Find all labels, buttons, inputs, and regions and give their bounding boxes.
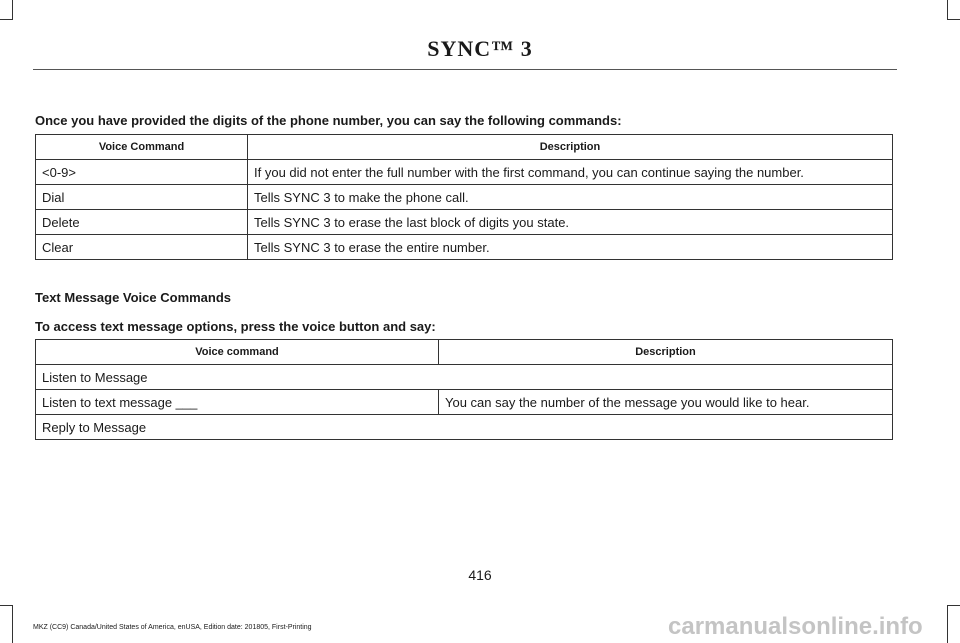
crop-mark bbox=[947, 0, 948, 20]
crop-mark bbox=[12, 0, 13, 20]
description-cell: You can say the number of the message you would like to hear. bbox=[439, 390, 893, 415]
table-row bbox=[36, 365, 893, 390]
command-cell: Clear bbox=[36, 235, 248, 260]
description-cell: Tells SYNC 3 to make the phone call. bbox=[248, 185, 893, 210]
group-cell: Listen to Message bbox=[36, 365, 893, 390]
table-row bbox=[36, 185, 893, 210]
column-header: Description bbox=[439, 340, 893, 365]
voice-commands-table bbox=[35, 134, 893, 260]
header-divider bbox=[33, 69, 897, 70]
group-cell: Reply to Message bbox=[36, 415, 893, 440]
column-header: Description bbox=[248, 135, 893, 160]
description-cell: If you did not enter the full number with the first command, you can continue saying the number. bbox=[248, 160, 893, 185]
command-cell: Listen to text message ___ bbox=[36, 390, 439, 415]
column-header: Voice Command bbox=[36, 135, 248, 160]
page-title: SYNC™ 3 bbox=[427, 36, 533, 61]
watermark: carmanualsonline.info bbox=[668, 613, 923, 640]
table-header-row bbox=[36, 340, 893, 365]
page-number: 416 bbox=[468, 567, 492, 583]
crop-mark bbox=[0, 19, 13, 20]
command-cell: Dial bbox=[36, 185, 248, 210]
command-cell: <0-9> bbox=[36, 160, 248, 185]
section-intro: To access text message options, press the voice button and say: bbox=[35, 319, 436, 334]
crop-mark bbox=[947, 19, 960, 20]
crop-mark bbox=[947, 605, 948, 643]
table-row bbox=[36, 390, 893, 415]
intro-text: Once you have provided the digits of the phone number, you can say the following commands: bbox=[35, 113, 622, 128]
text-message-commands-table bbox=[35, 339, 893, 440]
description-cell: Tells SYNC 3 to erase the entire number. bbox=[248, 235, 893, 260]
crop-mark bbox=[12, 605, 13, 643]
crop-mark bbox=[0, 605, 13, 606]
column-header: Voice command bbox=[36, 340, 439, 365]
table-row bbox=[36, 235, 893, 260]
command-cell: Delete bbox=[36, 210, 248, 235]
crop-mark bbox=[947, 605, 960, 606]
section-heading: Text Message Voice Commands bbox=[35, 290, 232, 305]
table-row bbox=[36, 160, 893, 185]
table-header-row bbox=[36, 135, 893, 160]
edition-footer: MKZ (CC9) Canada/United States of America, enUSA, Edition date: 201805, First-Printing bbox=[33, 624, 312, 631]
description-cell: Tells SYNC 3 to erase the last block of digits you state. bbox=[248, 210, 893, 235]
table-row bbox=[36, 415, 893, 440]
table-row bbox=[36, 210, 893, 235]
